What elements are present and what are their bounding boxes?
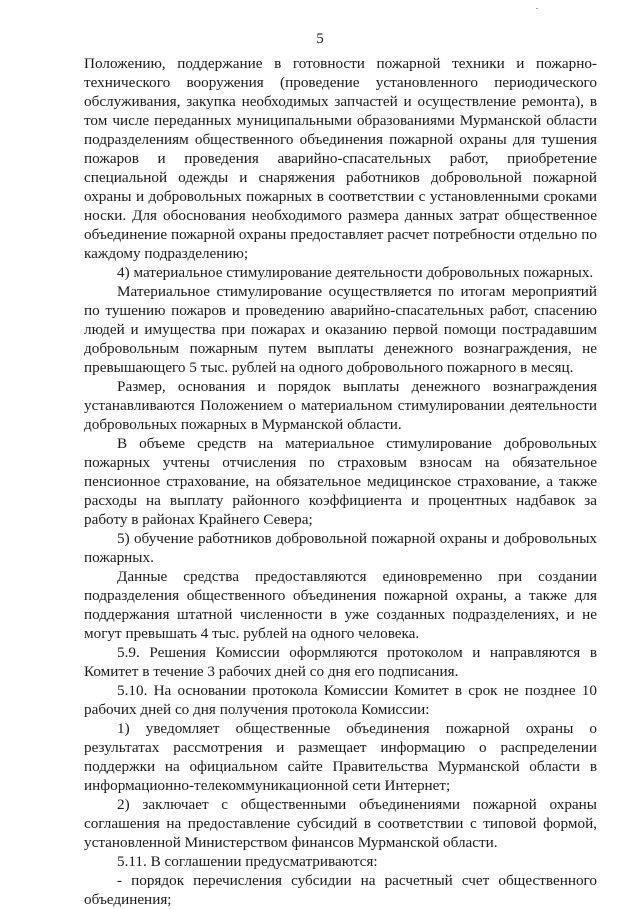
- scan-speck: [536, 8, 538, 9]
- clause-5-10-item-1: 1) уведомляет общественные объединения пожарной охраны о результатах рассмотрения и размещает информацию о распределении поддержки на официальном сайте Правительства Мурманской области в информационно-телекоммуникационной сети Интернет;: [84, 720, 597, 794]
- paragraph: Размер, основания и порядок выплаты денежного вознаграждения устанавливаются Положением о материальном стимулировании деятельности добровольных пожарных в Мурманской области.: [84, 378, 597, 433]
- paragraph: Данные средства предоставляются единовременно при создании подразделения общественного объединения пожарной охраны, а также для поддержания штатной численности в уже созданных подразделениях, и не могут превышать 4 тыс. рублей на одного человека.: [84, 568, 597, 642]
- paragraph: В объеме средств на материальное стимулирование добровольных пожарных учтены отчисления по страховым взносам на обязательное пенсионное страхование, на обязательное медицинское страхование, а также расходы на выплату районного коэффициента и процентных надбавок за работу в районах Крайнего Севера;: [84, 435, 597, 528]
- paragraph-continued: Положению, поддержание в готовности пожарной техники и пожарно-технического вооружения (проведение установленного периодического обслуживания, закупка необходимых запчастей и осуществление ремонта), в том числе переданных муниципальными образованиями Мурманской области подразделениям общественного объединения пожарной охраны для тушения пожаров и проведения аварийно-спасательных работ, приобретение специальной одежды и снаряжения работников добровольной пожарной охраны и добровольных пожарных в соответствии с установленными сроками носки. Для обоснования необходимого размера данных затрат общественное объединение пожарной охраны предоставляет расчет потребности отдельно по каждому подразделению;: [84, 55, 597, 262]
- clause-5-10-item-2: 2) заключает с общественными объединениями пожарной охраны соглашения на предоставление субсидий в соответствии с типовой формой, установленной Министерством финансов Мурманской области.: [84, 796, 597, 851]
- clause-5-9: 5.9. Решения Комиссии оформляются протоколом и направляются в Комитет в течение 3 рабочих дней со дня его подписания.: [84, 644, 597, 680]
- document-body: [84, 54, 597, 909]
- paragraph-item-5: 5) обучение работников добровольной пожарной охраны и добровольных пожарных.: [84, 530, 597, 566]
- paragraph-item-4: 4) материальное стимулирование деятельности добровольных пожарных.: [117, 264, 594, 281]
- paragraph: Материальное стимулирование осуществляется по итогам мероприятий по тушению пожаров и проведению аварийно-спасательных работ, спасению людей и имущества при пожарах и оказанию первой помощи пострадавшим добровольным пожарным путем выплаты денежного вознаграждения, не превышающего 5 тыс. рублей на одного добровольного пожарного в месяц.: [84, 283, 597, 376]
- clause-5-10: 5.10. На основании протокола Комиссии Комитет в срок не позднее 10 рабочих дней со дня получения протокола Комиссии:: [84, 682, 597, 718]
- clause-5-11: 5.11. В соглашении предусматриваются:: [117, 853, 378, 870]
- page-number: 5: [316, 31, 324, 47]
- clause-5-11-bullet: - порядок перечисления субсидии на расчетный счет общественного объединения;: [84, 872, 597, 908]
